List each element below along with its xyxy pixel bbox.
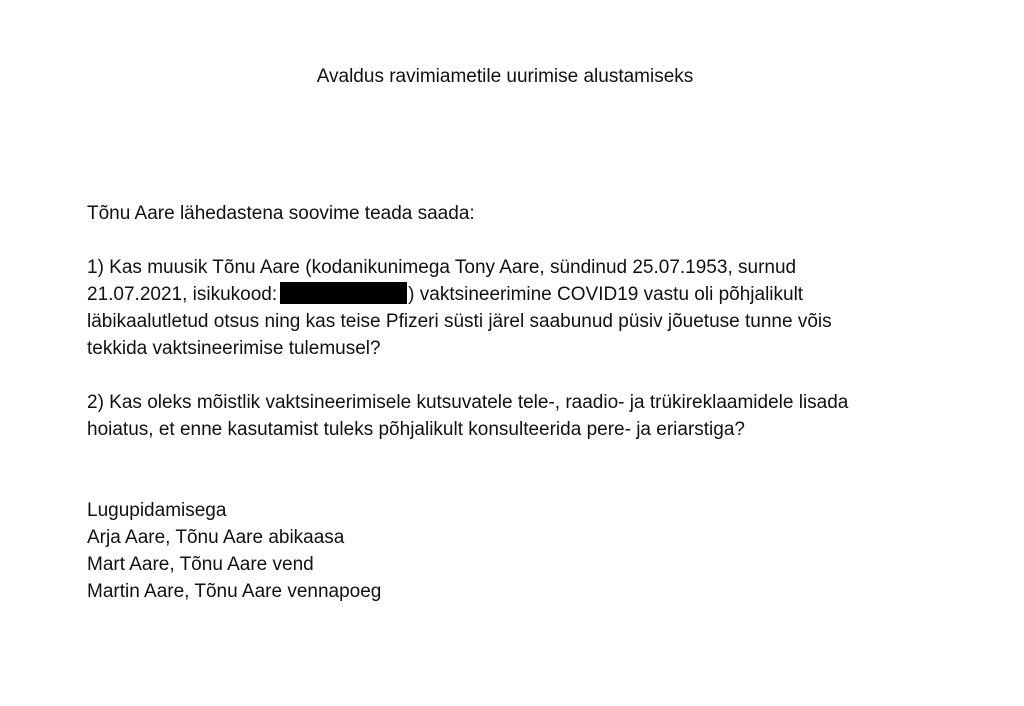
- closing-greeting: Lugupidamisega: [87, 500, 227, 521]
- question-2-line-1: 2) Kas oleks mõistlik vaktsineerimisele kutsuvatele tele-, raadio- ja trükireklaamidele lisada: [87, 392, 849, 413]
- signatory-3: Martin Aare, Tõnu Aare vennapoeg: [87, 581, 382, 602]
- question-1-line-4: tekkida vaktsineerimise tulemusel?: [87, 338, 381, 359]
- intro-text: Tõnu Aare lähedastena soovime teada saada:: [87, 203, 475, 224]
- question-1-line-2-end: ) vaktsineerimine COVID19 vastu oli põhjalikult: [408, 284, 804, 305]
- question-1-line-3: läbikaalutletud otsus ning kas teise Pfizeri süsti järel saabunud püsiv jõuetuse tunne võis: [87, 311, 832, 332]
- question-2-line-2: hoiatus, et enne kasutamist tuleks põhjalikult konsulteerida pere- ja eriarstiga?: [87, 419, 745, 440]
- document-body: [87, 200, 967, 443]
- question-1-paragraph: [87, 254, 967, 362]
- signatory-2: Mart Aare, Tõnu Aare vend: [87, 554, 314, 575]
- document-title: Avaldus ravimiametile uurimise alustamiseks: [316, 66, 694, 87]
- signatory-1: Arja Aare, Tõnu Aare abikaasa: [87, 527, 345, 548]
- question-1-line-2-start: 21.07.2021, isikukood:: [87, 284, 278, 305]
- question-1-line-2: [87, 281, 967, 308]
- closing-block: [87, 497, 787, 605]
- question-1-line-1: 1) Kas muusik Tõnu Aare (kodanikunimega Tony Aare, sündinud 25.07.1953, surnud: [87, 257, 797, 278]
- redaction-block: [280, 282, 407, 304]
- question-2-paragraph: [87, 389, 967, 443]
